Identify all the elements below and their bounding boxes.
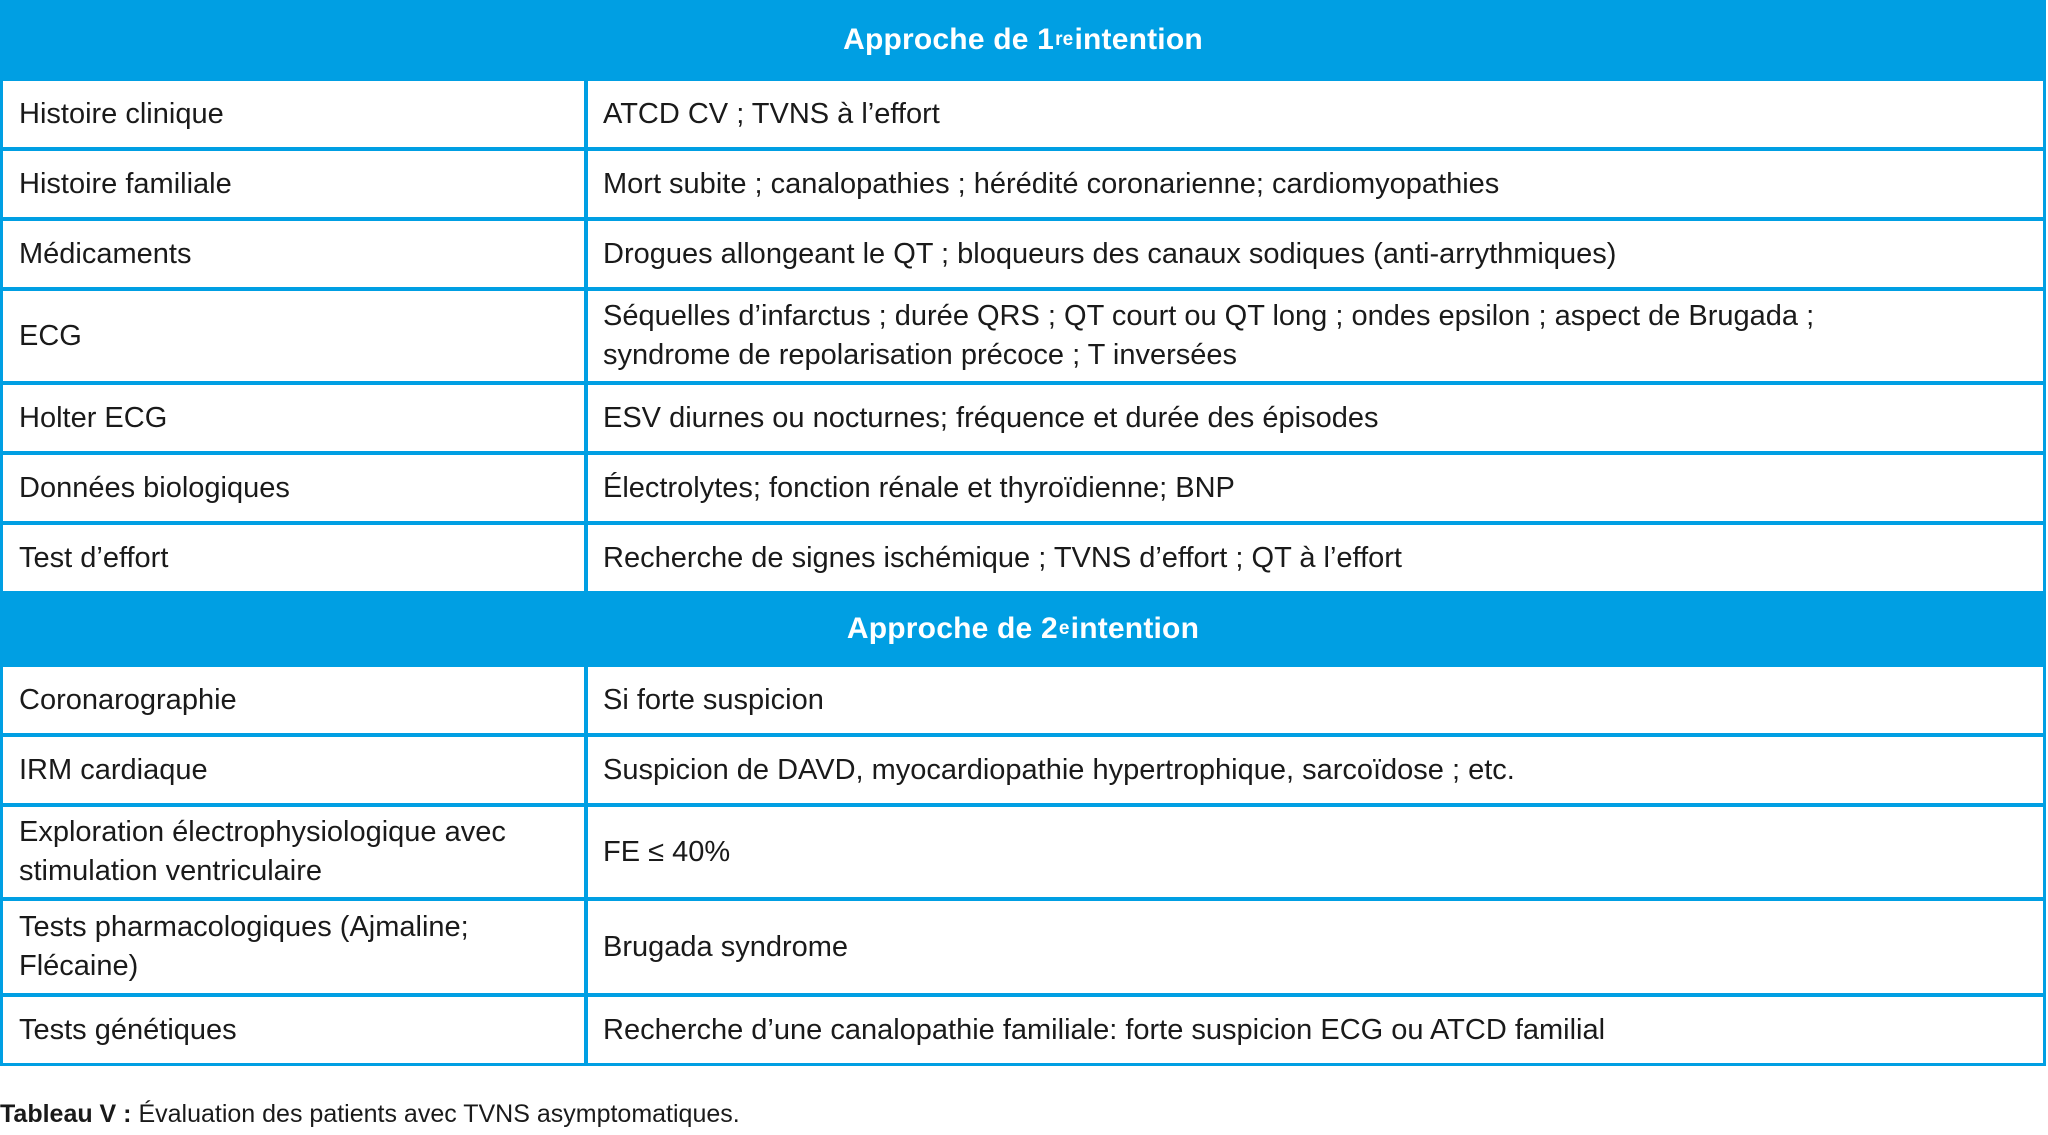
row-value: Brugada syndrome	[588, 901, 2043, 993]
row-label: Tests génétiques	[3, 997, 584, 1063]
row-label: Données biologiques	[3, 455, 584, 521]
row-label: Holter ECG	[3, 385, 584, 451]
row-label: Histoire familiale	[3, 151, 584, 217]
row-value: ESV diurnes ou nocturnes; fréquence et durée des épisodes	[588, 385, 2043, 451]
row-value: Électrolytes; fonction rénale et thyroïdienne; BNP	[588, 455, 2043, 521]
section-header-first-line: Approche de 1 re intention	[3, 3, 2043, 77]
row-value: Recherche de signes ischémique ; TVNS d’effort ; QT à l’effort	[588, 525, 2043, 591]
section-header-first-line-suffix: intention	[1074, 23, 1203, 56]
caption-text: Évaluation des patients avec TVNS asymptomatiques.	[131, 1100, 740, 1128]
row-label: IRM cardiaque	[3, 737, 584, 803]
row-label: Histoire clinique	[3, 81, 584, 147]
caption-label: Tableau V :	[0, 1100, 132, 1128]
row-value: Recherche d’une canalopathie familiale: forte suspicion ECG ou ATCD familial	[588, 997, 2043, 1063]
row-label: Exploration électrophysiologique avec stimulation ventriculaire	[3, 807, 584, 897]
row-value: ATCD CV ; TVNS à l’effort	[588, 81, 2043, 147]
row-label: ECG	[3, 291, 584, 381]
section-header-first-line-prefix: Approche de 1	[843, 23, 1055, 56]
row-value: Suspicion de DAVD, myocardiopathie hypertrophique, sarcoïdose ; etc.	[588, 737, 2043, 803]
section-header-second-line: Approche de 2 e intention	[3, 595, 2043, 663]
row-label: Tests pharmacologiques (Ajmaline; Flécaine)	[3, 901, 584, 993]
row-value: Mort subite ; canalopathies ; hérédité coronarienne; cardiomyopathies	[588, 151, 2043, 217]
row-value: Séquelles d’infarctus ; durée QRS ; QT court ou QT long ; ondes epsilon ; aspect de Brugada ; syndrome de repolarisation précoce ; T inversées	[588, 291, 2043, 381]
row-label: Coronarographie	[3, 667, 584, 733]
row-value: FE ≤ 40%	[588, 807, 2043, 897]
section-header-second-line-suffix: intention	[1070, 612, 1200, 645]
row-label: Test d’effort	[3, 525, 584, 591]
row-label: Médicaments	[3, 221, 584, 287]
row-value: Si forte suspicion	[588, 667, 2043, 733]
row-value: Drogues allongeant le QT ; bloqueurs des canaux sodiques (anti-arrythmiques)	[588, 221, 2043, 287]
section-header-second-line-prefix: Approche de 2	[846, 612, 1058, 645]
table-caption	[0, 1100, 740, 1129]
